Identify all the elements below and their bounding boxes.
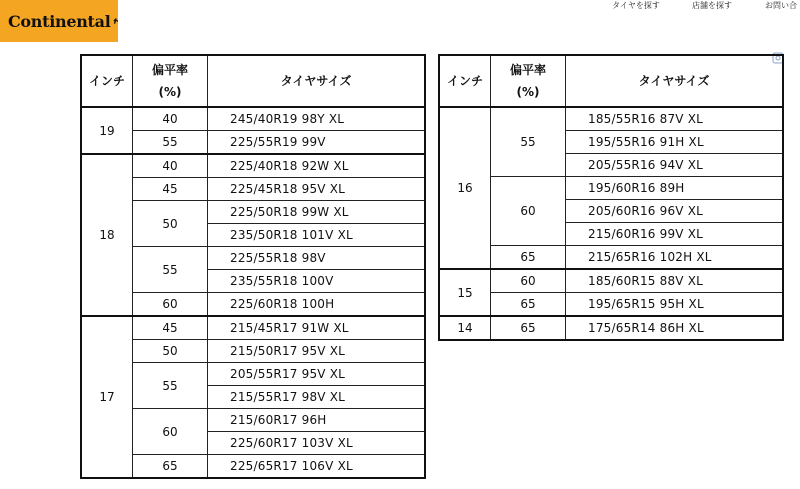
tire-size-cell: 215/55R17 98V XL	[208, 386, 426, 409]
tire-size-table-right	[438, 54, 784, 341]
table-row	[439, 246, 783, 270]
header-tire-size: タイヤサイズ	[566, 55, 784, 107]
header-aspect-ratio	[491, 55, 566, 107]
tire-size-cell: 205/55R17 95V XL	[208, 363, 426, 386]
tire-size-cell: 225/55R19 99V	[208, 131, 426, 155]
header-aspect-ratio	[133, 55, 208, 107]
aspect-ratio-cell: 55	[133, 247, 208, 293]
tire-size-cell: 245/40R19 98Y XL	[208, 107, 426, 131]
tire-size-cell: 215/60R16 99V XL	[566, 223, 784, 246]
table-row	[81, 455, 425, 479]
table-header-row	[439, 55, 783, 107]
inch-cell: 18	[81, 154, 133, 316]
tire-size-cell: 225/45R18 95V XL	[208, 178, 426, 201]
table-row	[439, 316, 783, 340]
aspect-ratio-cell: 65	[491, 293, 566, 317]
nav-contact[interactable]: お問い合	[765, 1, 797, 10]
table-row	[81, 340, 425, 363]
inch-cell: 15	[439, 269, 491, 316]
inch-cell: 19	[81, 107, 133, 154]
site-header	[0, 0, 800, 42]
aspect-ratio-cell: 55	[133, 131, 208, 155]
aspect-ratio-cell: 60	[491, 177, 566, 246]
aspect-ratio-cell: 60	[133, 293, 208, 317]
logo-text: Continental	[8, 11, 111, 31]
tire-size-cell: 225/60R18 100H	[208, 293, 426, 317]
table-row	[81, 316, 425, 340]
tire-size-cell: 225/40R18 92W XL	[208, 154, 426, 178]
header-tire-size: タイヤサイズ	[208, 55, 426, 107]
header-inch: インチ	[439, 55, 491, 107]
aspect-ratio-cell: 65	[491, 316, 566, 340]
table-row	[81, 409, 425, 432]
tire-size-cell: 215/50R17 95V XL	[208, 340, 426, 363]
tire-size-cell: 235/55R18 100V	[208, 270, 426, 293]
aspect-ratio-cell: 60	[491, 269, 566, 293]
table-row	[81, 363, 425, 386]
header-aspect-ratio-unit: (%)	[158, 85, 182, 99]
table-row	[439, 293, 783, 317]
table-row	[439, 269, 783, 293]
aspect-ratio-cell: 50	[133, 201, 208, 247]
tire-size-cell: 205/60R16 96V XL	[566, 200, 784, 223]
aspect-ratio-cell: 50	[133, 340, 208, 363]
inch-cell: 17	[81, 316, 133, 478]
tire-size-cell: 205/55R16 94V XL	[566, 154, 784, 177]
aspect-ratio-cell: 40	[133, 154, 208, 178]
aspect-ratio-cell: 45	[133, 316, 208, 340]
tire-size-cell: 215/65R16 102H XL	[566, 246, 784, 270]
table-row	[81, 201, 425, 224]
horse-icon	[113, 14, 119, 28]
tire-size-cell: 185/55R16 87V XL	[566, 107, 784, 131]
aspect-ratio-cell: 45	[133, 178, 208, 201]
tire-size-cell: 215/60R17 96H	[208, 409, 426, 432]
table-row	[439, 107, 783, 131]
table-row	[81, 247, 425, 270]
tire-size-cell: 225/55R18 98V	[208, 247, 426, 270]
table-row	[81, 178, 425, 201]
nav-find-store[interactable]: 店舗を探す	[692, 1, 732, 10]
aspect-ratio-cell: 65	[133, 455, 208, 479]
tire-size-cell: 175/65R14 86H XL	[566, 316, 784, 340]
nav-find-tire[interactable]: タイヤを探す	[612, 1, 660, 10]
tire-size-cell: 215/45R17 91W XL	[208, 316, 426, 340]
tire-size-cell: 235/50R18 101V XL	[208, 224, 426, 247]
inch-cell: 16	[439, 107, 491, 269]
aspect-ratio-cell: 55	[133, 363, 208, 409]
tire-size-cell: 225/65R17 106V XL	[208, 455, 426, 479]
tire-size-cell: 225/50R18 99W XL	[208, 201, 426, 224]
table-row	[439, 177, 783, 200]
table-row	[81, 293, 425, 317]
tire-size-cell: 195/60R16 89H	[566, 177, 784, 200]
table-row	[81, 154, 425, 178]
tire-size-cell: 195/65R15 95H XL	[566, 293, 784, 317]
header-aspect-ratio-unit: (%)	[516, 85, 540, 99]
table-row	[81, 107, 425, 131]
header-aspect-ratio-label: 偏平率	[509, 63, 546, 77]
aspect-ratio-cell: 40	[133, 107, 208, 131]
table-row	[81, 131, 425, 155]
header-inch: インチ	[81, 55, 133, 107]
header-aspect-ratio-label: 偏平率	[151, 63, 188, 77]
tire-size-cell: 225/60R17 103V XL	[208, 432, 426, 455]
aspect-ratio-cell: 60	[133, 409, 208, 455]
tire-size-cell: 185/60R15 88V XL	[566, 269, 784, 293]
aspect-ratio-cell: 65	[491, 246, 566, 270]
tire-size-table-left	[80, 54, 426, 479]
continental-logo[interactable]	[0, 0, 118, 42]
tire-size-cell: 195/55R16 91H XL	[566, 131, 784, 154]
table-header-row	[81, 55, 425, 107]
inch-cell: 14	[439, 316, 491, 340]
aspect-ratio-cell: 55	[491, 107, 566, 177]
